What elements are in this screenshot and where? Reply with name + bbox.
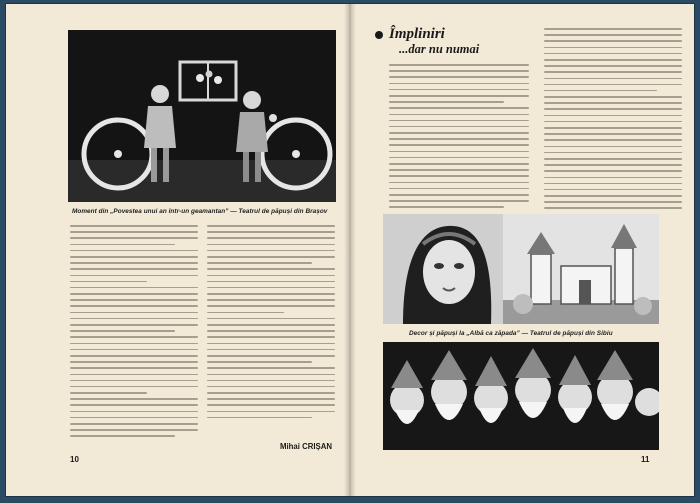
text-column [389,64,529,213]
article-title [389,27,479,57]
right-page [351,4,694,496]
title-bullet-icon [375,31,383,39]
text-column [544,28,682,220]
text-column [70,225,198,442]
page-number-right: 11 [641,455,650,464]
article-title-line2: ...dar nu numai [399,42,480,56]
photo-brasov-puppet-show [68,30,336,202]
photo-sibiu-dwarfs [383,342,659,450]
page-number-left: 10 [70,455,79,464]
spine-gutter [344,4,356,496]
author-signature: Mihai CRIȘAN [280,442,332,451]
caption-brasov: Moment din „Povestea unui an într-un geamantan” — Teatrul de păpuși din Brașov [72,208,328,215]
left-page [6,4,349,496]
photo-sibiu-castle-set [503,214,659,324]
text-column [207,225,335,423]
magazine-spread [6,4,694,496]
article-title-line1: Împliniri [389,26,445,42]
caption-sibiu: Decor și păpuși la „Albă ca zăpada” — Teatrul de păpuși din Sibiu [409,330,613,337]
photo-sibiu-puppet-face [383,214,503,324]
